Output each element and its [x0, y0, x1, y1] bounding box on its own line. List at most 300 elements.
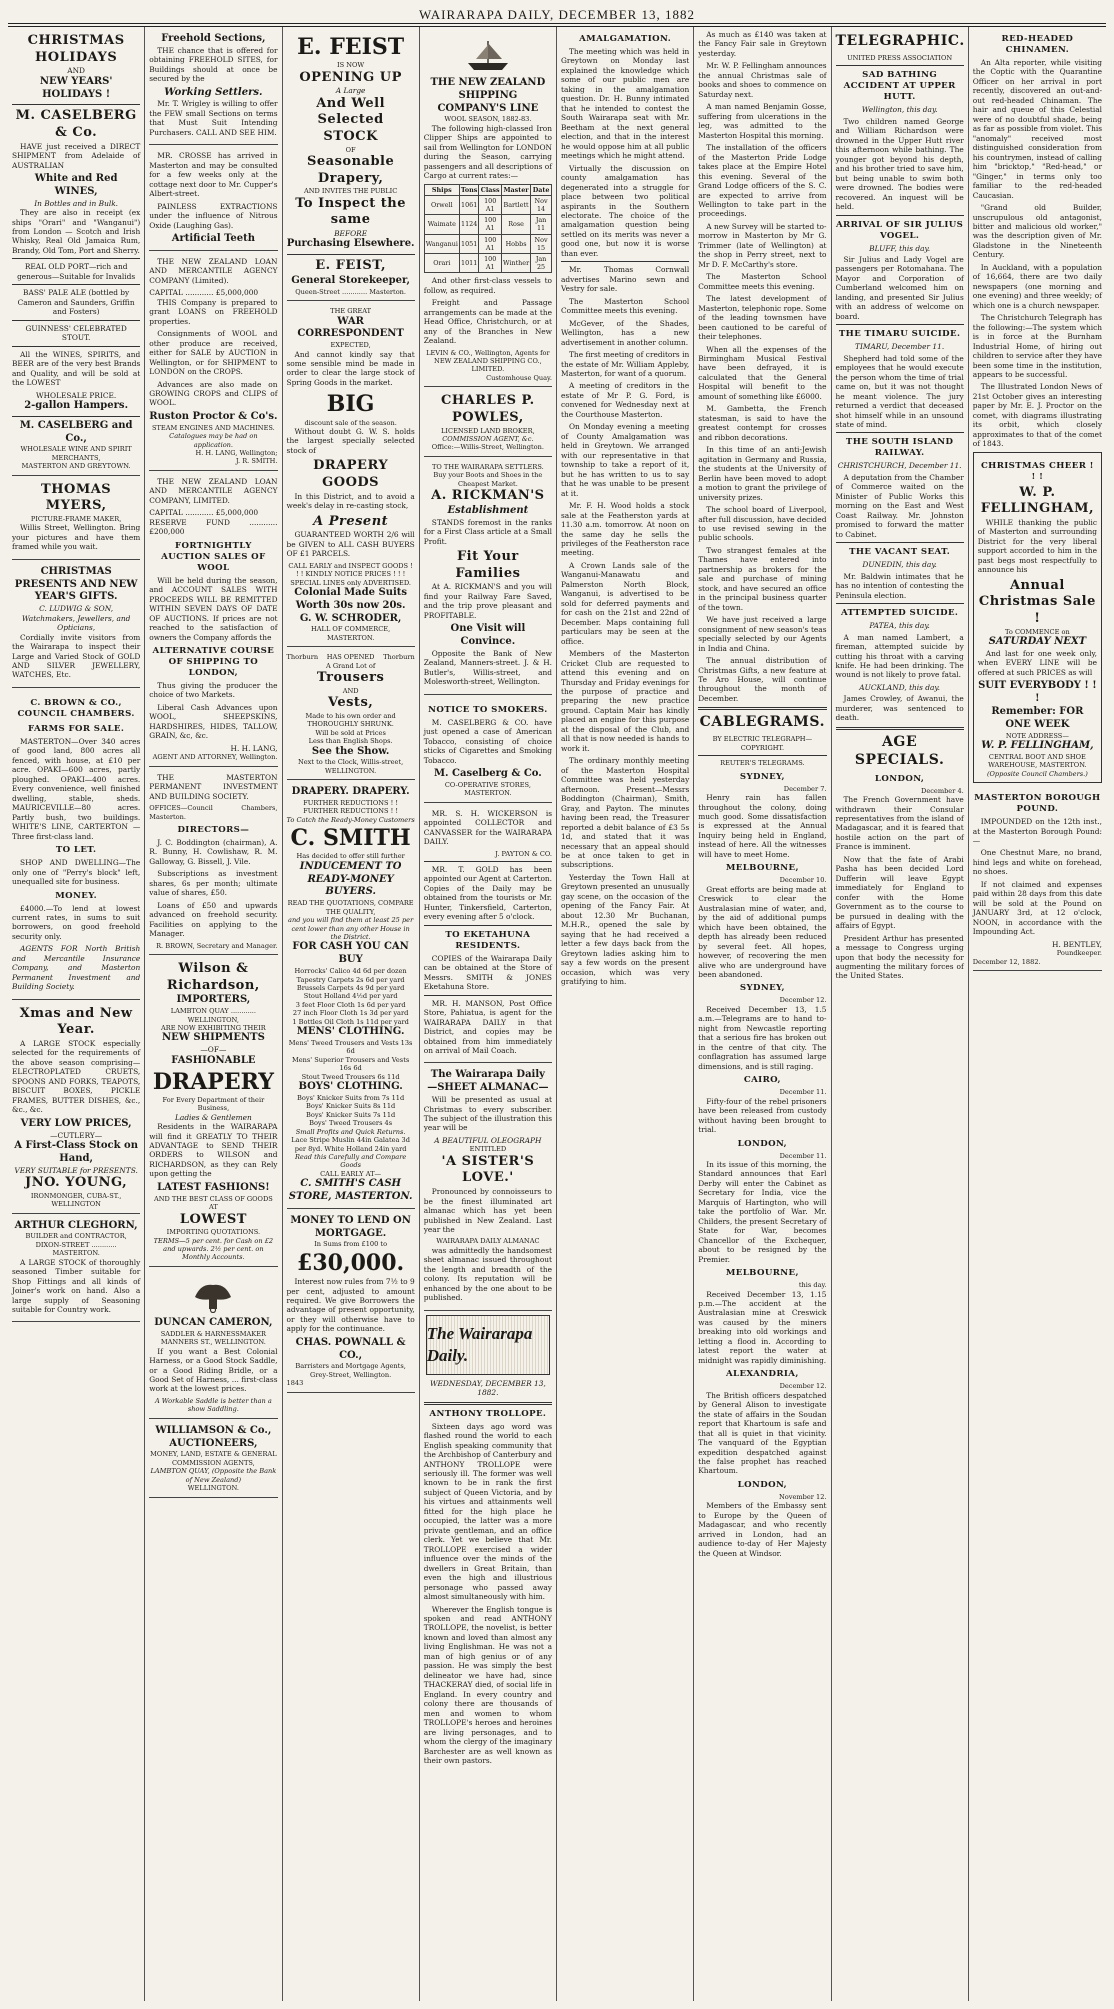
chestnut: One Chestnut Mare, no brand, hind legs and white on forehead, no shoes. [972, 848, 1102, 877]
grey: Yesterday the Town Hall at Greytown presented an unusually gay scene, on the occasion of the opening of the Fancy Fair. At about 12.30 Mr Buchanan, M.H.R., opened the sale by saying that he had received a letter a few days back from the Greytown ladies asking him to say a few words on the present occasion, which was very gratifying to him. [561, 872, 690, 987]
timber: A LARGE STOCK of thoroughly seasoned Timber suitable for Shop Fittings and all kinds of Joiner's work on hand. Also a large supply of Seasoning suitable for Country work. [12, 1257, 141, 1314]
myers-body: Willis Street, Wellington. Bring your pictures and have them framed while you wait. [12, 523, 141, 552]
mcgever: McGever, of the Shades, Wellington, has a new advertisement in another column. [561, 318, 690, 347]
brussels: Brussels Carpets 4s 9d per yard [296, 983, 405, 992]
of: —OF— [200, 1045, 227, 1055]
fit: Fit Your Families [455, 549, 521, 581]
cricket: Members of the Masterton Cricket Club are requested to attend this evening and on Thursday and Friday evenings for the purpose of practice and preparing the new practice ground. Captain Mair has kindly placed an engine for this purpose at the disposal of the Club, and all that is now needed is hands to work it. [561, 649, 690, 753]
dec10: December 10. [779, 876, 827, 885]
strangest: Two strangest females at the Thames have entered into partnership as brokers for the sale and purchase of mining stock, and have secured an office in the principal business quarter of the town. [698, 545, 827, 612]
wilson-ad [149, 958, 277, 1267]
age-body: The French Government have withdrawn their Consular representatives from the island of Madagascar, and it is feared that hostile action on the part of France is imminent. [835, 795, 964, 852]
permanent-title: THE MASTERTON PERMANENT INVESTMENT AND BUILDING SOCIETY. [149, 772, 278, 801]
almanac-body: Will be presented as usual at Christmas to every subscriber. The subject of the illustration this year will be [423, 1095, 552, 1133]
gambetta: M. Gambetta, the French statesman, is said to have the greatest contempt for crosses and ribbon decorations. [698, 404, 827, 442]
now: ARE NOW EXHIBITING THEIR [161, 1024, 266, 1033]
amalgamation-heading: AMALGAMATION. [579, 34, 672, 44]
money-lend-ad [287, 1212, 415, 1393]
ad-number: 1843 [286, 1379, 304, 1388]
williamson: WILLIAMSON & Co., AUCTIONEERS, [155, 1424, 272, 1449]
boys1: Boys' Knicker Suits from 7s 11d [297, 1093, 405, 1102]
big: BIG [326, 391, 375, 418]
customs: Customhouse Quay. [486, 373, 552, 382]
compare: Read this Carefully and Compare Goods [294, 1152, 407, 1170]
brown: R. BROWN, Secretary and Manager. [156, 941, 278, 950]
notices [424, 806, 552, 1064]
column-1 [8, 27, 145, 2001]
table-cell: 1124 [459, 215, 479, 234]
telegraph-note: The latest development of Masterton, telephonic rope. Some of the leading townsmen have been cautioned to be careful of their telephones. [698, 294, 827, 342]
copies: COPIES of the Wairarapa Daily can be obtained at the Store of Messrs. SMITH & JONES Eketahuna Store. [423, 953, 552, 992]
fell2: W. P. FELLINGHAM, [981, 739, 1094, 751]
table-cell: 100 A1 [479, 215, 502, 234]
freehold-body: THE chance that is offered for obtaining FREEHOLD SITES, for Buildings should at once be secured by the [149, 45, 278, 84]
feist-ad [287, 30, 415, 301]
wairarapa-daily: WAIRARAPA DAILY ALMANAC [436, 1237, 540, 1246]
electric: BY ELECTRIC TELEGRAPH—COPYRIGHT. [712, 735, 813, 752]
table-cell: Winther [501, 253, 530, 272]
cutlery: —CUTLERY— [50, 1130, 103, 1140]
impounded: IMPOUNDED on the 12th inst., at the Masterton Borough Pound:— [972, 817, 1102, 845]
age-body3: President Arthur has presented a message to Congress urging upon that body the necessity for augmenting the military forces of the United States. [835, 933, 964, 981]
railway-heading: THE SOUTH ISLAND RAILWAY. [845, 437, 954, 459]
ludwig-body: Cordially invite visitors from the Wairarapa to inspect their Large and Varied Stock of GOLD AND SILVER JEWELLERY, WATCHES, Etc. [12, 632, 141, 680]
present: A Present [313, 513, 389, 529]
dunedin-dateline: DUNEDIN, this day. [862, 560, 937, 570]
amalg-body2: Virtually the discussion on county amalgamation has degenerated into a struggle for place between two political aspirants in the Southern electorate. The choice of the amalgamation question being settled on its merits was never a good one, but now it is worse than ever. [561, 163, 690, 258]
ready: READY-MONEY BUYERS. [307, 873, 394, 898]
cash-store: C. SMITH'S CASH STORE, MASTERTON. [288, 1178, 413, 1203]
directors: DIRECTORS— [177, 825, 250, 835]
sydney: SYDNEY, [739, 771, 785, 782]
ship-icon [464, 37, 512, 73]
catalogues: Catalogues may be had on application. [169, 432, 258, 449]
loan2-ad [149, 474, 277, 767]
permanent-ad [149, 770, 277, 955]
rickman: A. RICKMAN'S [431, 488, 545, 504]
myers-sub: PICTURE-FRAME MAKER, [30, 514, 122, 523]
opposite: Opposite the Bank of New Zealand, Manners-street. J. & H. Butler's, Willis-street, and Molesworth-street, Wellington. [423, 648, 552, 687]
presents-ad [12, 563, 140, 688]
tregay: Mr. T. Wrigley is willing to offer the FEW small Sections on terms that Must Suit Intending Purchasers. CALL AND SEE HIM. [149, 99, 278, 137]
commission: COMMISSION AGENT, &c. [442, 435, 534, 444]
paid: and you will find them at least 25 per cent lower than any other House in the District. [288, 916, 414, 942]
table-cell: Rose [501, 215, 530, 234]
trollope-body2: Wherever the English tongue is spoken and read ANTHONY TROLLOPE, the novelist, is better known and loved than almost any living Englishman. He was not a man of high genius or of any passion. He was simply the best delineator we have had, since THACKERAY died, of social life in England. In every country and colony there are thousands of men and women to whom TROLLOPE's heroes and heroines are living personages, and to whom the clergy of the imaginary Barchester are as well known as their own pastors. [423, 1604, 552, 1766]
lang2: H. H. LANG, [230, 743, 278, 753]
drapery-goods: DRAPERY GOODS [313, 458, 389, 491]
request: Residents in the WAIRARAPA will find it GREATLY TO THEIR ADVANTAGE to SEND THEIR ORDERS to WILSON and RICHARDSON, as they can Rely upon getting the [149, 1122, 278, 1179]
purchasing: Purchasing Elsewhere. [286, 238, 415, 250]
age-dec4: December 4. [921, 786, 964, 795]
wilson-title: Wilson & Richardson, [166, 961, 260, 993]
table-cell: 100 A1 [479, 195, 502, 214]
see-show: See the Show. [311, 745, 390, 757]
inducement: INDUCEMENT TO [299, 860, 402, 872]
specialty: A Workable Saddle is better than a show Saddling. [154, 1396, 272, 1414]
interest: Interest now rules from 7½ to 9 per cent, adjusted to amount required. We give Borrowers the advantage of present opportunity, or they will otherwise have to apply for the continuance. [286, 1277, 415, 1334]
cameron-ad [149, 1270, 277, 1419]
masthead: WAIRARAPA DAILY, DECEMBER 13, 1882 [8, 6, 1106, 24]
freights: Thus giving the producer the choice of two Markets. [149, 681, 278, 700]
paper-date: WEDNESDAY, DECEMBER 13, 1882. [429, 1378, 546, 1398]
builder: BUILDER and CONTRACTOR, [25, 1232, 127, 1241]
shipping-title: THE NEW ZEALAND SHIPPING COMPANY'S LINE [430, 77, 546, 114]
dixon: DIXON-STREET ............ MASTERTON. [35, 1240, 117, 1258]
without: Without doubt G. W. S. holds the largest specially selected stock of [286, 427, 415, 455]
auckland-body: James Crowley, of Awanui, the murderer, was sentenced to death. [835, 694, 964, 723]
sydney2-body: Received December 13, 1.5 a.m.—Telegrams are to hand to-night from Newcastle reporting that a serious fire has broken out in the centre of that city. The conflagration has assumed large dimensions, and is still raging. [698, 1004, 827, 1071]
meeting: The first meeting of creditors in the estate of Mr. William Appleby, Masterton, for want of a quorum. [561, 350, 690, 378]
auckland-dateline: AUCKLAND, this day. [859, 682, 940, 692]
pound-ad [973, 786, 1102, 971]
reuters: REUTER'S TELEGRAMS. [720, 759, 805, 768]
melbourne2: MELBOURNE, [725, 1268, 799, 1279]
table-cell: Jan 25 [531, 253, 552, 272]
vacancies: The Masterton School Committee meets this evening. [698, 272, 827, 291]
christchurch-dateline: CHRISTCHURCH, December 11. [837, 461, 962, 471]
alexandria: ALEXANDRIA, [725, 1369, 799, 1380]
calico: Horrocks' Calico 4d 6d per dozen [294, 967, 407, 976]
agents: AGENTS FOR North British and Mercantile Insurance Company, and Masterton Permanent Investment and Building Society. [12, 944, 141, 992]
ship-illustration [424, 37, 552, 73]
notice-smokers: NOTICE TO SMOKERS. [428, 704, 548, 715]
inspect: To Inspect the same [295, 195, 406, 228]
crosse-ad [149, 148, 277, 251]
suicide-body: A man named Lambert, a fireman, attempted suicide by cutting his throat with a carving knife. He had been drinking. The wound is not likely to prove fatal. [835, 632, 964, 680]
cameron-body: If you want a Best Colonial Harness, or a Good Stock Saddle, or a Good Riding Bridle, or a Good Set of Harness, ... first-class work at the lowest prices. [149, 1346, 278, 1394]
column-8 [969, 27, 1106, 2001]
boys2: Boys' Knicker Suits 8s 11d [306, 1102, 396, 1111]
directors-body: J. C. Boddington (chairman), A. R. Bunny, H. Cowlishaw, R. M. Galloway, G. Bissell, J. Vile. [149, 838, 278, 866]
new-shipments: NEW SHIPMENTS [161, 1032, 265, 1044]
timaru-heading: THE TIMARU SUICIDE. [838, 329, 961, 340]
annual-note: The annual distribution of Christmas Gifts, a new feature at Te Aro House, will continue throughout the month of December. [698, 656, 827, 703]
further: FURTHER REDUCTIONS ! ! [303, 798, 399, 807]
bombay: When all the expenses of the Birmingham Musical Festival have been defrayed, it is calculated that the General Hospital will benefit to the amount of something like £6000. [698, 344, 827, 401]
sad-body: Two children named George and William Richardson were drowned in the Upper Hutt river this afternoon while bathing. The younger got beyond his depth, and his brother tried to save him, but being unable to swim both were drowned. The bodies were recovered. An inquest will be held. [835, 116, 964, 212]
almanac-ad [424, 1066, 552, 1310]
saddle-icon [189, 1277, 237, 1313]
suicide-heading: ATTEMPTED SUICIDE. [840, 608, 959, 619]
ships-header-cell: Tons [460, 185, 478, 194]
consignments: Consignments of WOOL and other produce are received, either for SALE by AUCTION in Wellington, or for SHIPMENT to LONDON on the CROPS. [149, 329, 278, 377]
quotations: READ THE QUOTATIONS, COMPARE THE QUALITY, [287, 899, 414, 916]
general: General Storekeeper, [291, 274, 410, 286]
further2: FURTHER REDUCTIONS ! ! [303, 807, 399, 816]
every: For Every Department of their Business, [162, 1095, 265, 1113]
lambton2: LAMBTON QUAY, (Opposite the Bank of New Zealand) [150, 1467, 277, 1484]
ships-header-cell: Ships [424, 184, 459, 195]
money-title: MONEY. [55, 890, 98, 901]
age-specials-title: AGE SPECIALS. [854, 733, 945, 768]
liberal: Liberal Cash Advances upon WOOL, SHEEPSKINS, HARDSHIRES, HIDES, TALLOW, GRAIN, &c, &c. [149, 702, 278, 741]
london: LONDON, [737, 1138, 788, 1149]
sisters: 'A SISTER'S LOVE.' [441, 1153, 535, 1186]
fellingham-body: WHILE thanking the public of Masterton and surrounding District for the very liberal support accorded to him in the past begs most respectfully to announce his [977, 518, 1097, 575]
discount: discount sale of the season. [304, 418, 397, 427]
fellingham-ad [973, 452, 1102, 783]
london-body: In its issue of this morning, the Standard announces that Earl Derby will enter the Cabinet as Secretary for India, vice the Marquis of Hartington, who will take the portfolio of War. Mr. Childers, the present Secretary of State for War, becomes Chancellor of the Exchequer, about to be resigned by the Premier. [698, 1159, 827, 1264]
red-headed-heading: RED-HEADED CHINAMEN. [1001, 34, 1074, 55]
schroder: G. W. SCHRODER, [299, 612, 402, 624]
table-cell: 1061 [459, 195, 479, 214]
ironmonger: IRONMONGER, CUBA-ST., WELLINGTON [30, 1191, 122, 1209]
london2-body: Members of the Embassy sent to Europe by the Queen of Madagascar, and who recently arrived in London, had an audience to-day of Her Majesty the Queen at Windsor. [698, 1501, 827, 1558]
freehold-ad [149, 30, 277, 145]
other: And other first-class vessels to follow, as required. [423, 276, 552, 295]
ruston: Ruston Proctor & Co's. [149, 410, 278, 422]
tweed2: Mens' Superior Trousers and Vests 16s 6d [292, 1055, 410, 1073]
feist-title: E. FEIST [297, 34, 405, 60]
auckland-papers: In Auckland, with a population of 16,664, there are two daily newspapers (one morning and one evening) and three weekly; of which one is a church newspaper. [972, 262, 1102, 310]
table-cell: Nov 15 [531, 234, 552, 253]
patea-dateline: PATEA, this day. [869, 621, 930, 631]
fair-body: As much as £140 was taken at the Fancy Fair sale in Greytown yesterday. [698, 30, 827, 58]
payton: J. PAYTON & CO. [495, 849, 552, 858]
freight: Freight and Passage arrangements can be made at the Head Office, Christchurch, or at any of the Branches in New Zealand. [423, 298, 552, 346]
establishment: Establishment [447, 504, 529, 516]
farms-body: MASTERTON—Over 340 acres of good land, 800 acres all fenced, with house, at £10 per acre. OPAKI—600 acres, partly ploughed. OPAKI—400 acres. Every convenience, well finished dwelling, stable, sheds. MAURICEVILLE—80 acres. Partly bush, two buildings. WHITE'S LINE, CARTERTON — Three first-class land. [12, 736, 141, 841]
amalg-body1: The meeting which was held in Greytown on Monday last explained the knowledge which some of our public men are taking in the amalgamation question. Dr. H. Bunny intimated that he intended to contest the South Wairarapa seat with Mr. Beetham at the next general election, and that in the interest he would oppose him at all public meetings which he might attend. [561, 47, 690, 161]
dec12: December 12. [779, 996, 827, 1005]
wholesale: WHOLESALE PRICE. [35, 390, 117, 400]
pownall-body: Barristers and Mortgage Agents, Grey-Street, Wellington. [295, 1362, 406, 1379]
smith: C. SMITH [290, 825, 411, 852]
stands: STANDS foremost in the ranks for a First Class article at a Small Profit. [423, 517, 552, 546]
ladies: Ladies & Gentlemen [175, 1112, 252, 1122]
thorburn-row [287, 653, 415, 661]
myers-title: THOMAS MYERS, [41, 481, 112, 514]
lodge: The installation of the officers of the Masterton Pride Lodge takes place at the Empire Hotel this evening. Several of the Grand Lodge officers of the S. C. are expected to arrive from Wellington to take part in the proceedings. [698, 143, 827, 219]
school: The Masterton School Committee meets this evening. [561, 296, 690, 316]
brown-ad [12, 691, 140, 1000]
fit-body: At A. RICKMAN'S and you will find your Railway Fare Saved, and the trip prove pleasant and PROFITABLE. [423, 582, 552, 620]
borough: MASTERTON BOROUGH POUND. [974, 793, 1101, 815]
table-cell: Orari [424, 253, 459, 272]
importers: IMPORTERS, [176, 994, 251, 1006]
table-cell: 1011 [459, 253, 479, 272]
oleograph: A BEAUTIFUL OLEOGRAPH [434, 1135, 542, 1145]
town: MASTERTON AND GREYTOWN. [21, 462, 131, 471]
cairo-body: Fifty-four of the rebel prisoners have been released from custody without having been brought to trial. [698, 1096, 827, 1135]
cornwall: Mr. Thomas Cornwall advertises Marino sewn and Vestry for sale. [561, 265, 690, 294]
creditors: A meeting of creditors in the estate of Mr P. G. Ford, is convened for Wednesday next at the Courthouse Masterton. [561, 381, 690, 419]
fellingham-title: W. P. FELLINGHAM, [980, 484, 1095, 517]
table-cell: Waimate [424, 215, 459, 234]
chestnut-body: If not claimed and expenses paid within 28 days from this date will be sold at the Pound on JANUARY 3rd, at 12 o'clock, NOON, in accordance with the Impounding Act. [972, 879, 1102, 937]
christchurch-telegraph: The Christchurch Telegraph has the following:—The system which is in force at the Burnham Industrial Home, of hiring out children to service after they have been some time in the institution, appears to be successful. [972, 313, 1102, 379]
sad-heading: SAD BATHING ACCIDENT AT UPPER HUTT. [843, 70, 956, 103]
powles-ad [424, 390, 552, 457]
rickman-ad [424, 460, 552, 695]
capital2: CAPITAL ............ £5,000,000 [149, 508, 259, 518]
prepared: THIS Company is prepared to grant LOANS on FREEHOLD properties. [149, 297, 278, 326]
wholesale2: WHOLESALE WINE AND SPIRIT MERCHANTS, [20, 445, 132, 462]
present-body: GUARANTEED WORTH 2/6 will be GIVEN to ALL CASH BUYERS OF £1 PARCELS. [286, 530, 415, 559]
best: AND THE BEST CLASS OF GOODS AT [153, 1194, 273, 1212]
column-2 [145, 27, 282, 2001]
columns [8, 26, 1106, 2001]
working: Working Settlers. [164, 86, 263, 98]
dec11b: December 11. [779, 1151, 827, 1160]
opening: OPENING UP [299, 69, 402, 85]
before: BEFORE [334, 228, 368, 238]
county: On Monday evening a meeting of County Amalgamation was held in Greytown. We arranged with our representative in that township to take a report of it, but he has written to us to say that he was unable to be present at it. [561, 422, 690, 498]
williamson-body: MONEY, LAND, ESTATE & GENERAL COMMISSION AGENTS, [150, 1450, 277, 1467]
invites: AND INVITES THE PUBLIC [303, 187, 398, 196]
column-4 [420, 27, 557, 2001]
floor2: 27 inch Floor Cloth 1s 3d per yard [292, 1009, 409, 1018]
first-class: A First-Class Stock on Hand, [14, 1139, 138, 1164]
subscriptions: Subscriptions as investment shares, 6s per month; ultimate value of shares, £50. [149, 869, 278, 898]
xmas-ad [12, 1003, 140, 1214]
presents-title: CHRISTMAS PRESENTS AND NEW YEAR'S GIFTS. [14, 565, 138, 603]
saddle-illustration [149, 1277, 277, 1313]
table-cell: Wanganui [424, 234, 459, 253]
almanac-title: The Wairarapa Daily [430, 1069, 545, 1081]
fashionable: FASHIONABLE [171, 1054, 256, 1066]
boys3: Boys' Knicker Suits 7s 11d [306, 1110, 396, 1119]
christmas-sub: NEW YEARS' HOLIDAYS ! [39, 75, 113, 100]
suitable: VERY SUITABLE for PRESENTS. [14, 1165, 138, 1175]
bluff-body: Sir Julius and Lady Vogel are passengers per Rotomahana. The Mayor and Corporation of Cumberland welcomed him on landing, and presented Sir Julius with an address of welcome on board. [835, 254, 964, 321]
a-large: A Large [335, 86, 366, 96]
suit: SUIT EVERYBODY ! ! ! [978, 680, 1097, 705]
sydney2: SYDNEY, [739, 983, 785, 994]
antisemitic: In this time of an anti-Jewish agitation in Germany and Russia, the students at the University of Berlin have been moved to adopt a motion to grant the privilege of university prizes. [698, 445, 827, 502]
shipping-body: The following high-classed Iron Clipper Ships are appointed to sail from Wellington for LONDON during the Season, carrying passengers and all descriptions of Cargo at current rates:— [423, 123, 552, 181]
freehold-title: Freehold Sections, [161, 33, 266, 44]
smokers-ad [424, 698, 552, 803]
trousers: Trousers [316, 670, 385, 686]
column-7 [832, 27, 969, 2001]
and: AND [342, 686, 359, 695]
vogel-heading: ARRIVAL OF SIR JULIUS VOGEL. [835, 219, 964, 241]
christmas-and: AND [67, 66, 85, 76]
myers-ad [12, 479, 140, 560]
made: Made to his own order and THOROUGHLY SHRUNK. [305, 711, 396, 729]
cash: FOR CASH YOU CAN BUY [292, 941, 409, 966]
gosse: A man named Benjamin Gosse, suffering from ulcerations in the leg, was admitted to the Masterton Hospital this morning. [698, 102, 827, 140]
dec7: December 7. [783, 784, 827, 793]
christmas-cheer: CHRISTMAS CHEER ! ! ! [980, 460, 1094, 482]
trollope-heading: ANTHONY TROLLOPE. [429, 1408, 547, 1419]
tweed: Mens' Tweed Trousers and Vests 13s 6d [288, 1038, 413, 1056]
pownall: CHAS. POWNALL & CO., [295, 1336, 406, 1361]
table-row [424, 234, 551, 253]
table-cell: Nov 14 [531, 195, 552, 214]
ships-header-row [424, 184, 551, 195]
crosse-title: MR. CROSSE has arrived in Masterton and may be consulted for a few weeks only at the cottage next door to Mr. Cupper's Albert-street. [149, 151, 278, 199]
smith-ad [287, 783, 415, 1209]
bluff-dateline: BLUFF, this day. [869, 243, 931, 253]
hall: HALL OF COMMERCE, MASTERTON. [311, 625, 391, 642]
loan-ad [149, 254, 277, 471]
one-visit: One Visit will Convince. [450, 623, 526, 647]
spirits: All the WINES, SPIRITS, and BEER are of the very best Brands and Quality, and will be sold at the LOWEST [12, 349, 141, 388]
teeth: Artificial Teeth [171, 233, 256, 245]
table-cell: Hobbs [501, 234, 530, 253]
bass-title: BASS' PALE ALE (bottled by Cameron and Saunders, Griffin and Fosters) [17, 288, 135, 317]
table-row [424, 215, 551, 234]
lambton: LAMBTON QUAY ............ WELLINGTON, [170, 1007, 256, 1024]
coop-stores: CO-OPERATIVE STORES, MASTERTON. [444, 780, 531, 798]
newspaper-logo: The Wairarapa Daily. [426, 1315, 550, 1375]
shipping-ad [424, 30, 552, 387]
in-sums: In Sums from £100 to [314, 1240, 388, 1249]
eketahuna: TO EKETAHUNA RESIDENTS. [445, 929, 531, 951]
reserve: RESERVE FUND ............ £200,000 [149, 517, 278, 537]
farms-title: FARMS FOR SALE. [27, 723, 125, 734]
table-cell: Bartlett [501, 195, 530, 214]
war: WAR CORRESPONDENT [297, 315, 404, 340]
this-day: this day. [798, 1281, 827, 1290]
entitled: ENTITLED [469, 1145, 507, 1154]
present-note: We have just received a large consignment of new season's teas specially selected by our Agents in India and China. [698, 615, 827, 653]
guinness: GUINNESS' CELEBRATED STOUT. [25, 323, 127, 343]
caselberg-text: HAVE just received a DIRECT SHIPMENT from Adelaide of AUSTRALIAN [12, 141, 141, 170]
sold: Will be sold at Prices [315, 728, 386, 737]
let-body: SHOP AND DWELLING—The only one of "Perry's block" left, unequalled site for business. [12, 858, 141, 887]
importing: IMPORTING QUOTATIONS. [166, 1228, 261, 1237]
ships-header-cell: Class [480, 185, 500, 194]
table-cell: Orwell [424, 195, 459, 214]
is-now: IS NOW [337, 61, 365, 70]
survey: A new Survey will be started to-morrow in Masterton by Mr G. Trimmer (late of Wellington) at the shop in Perry street, next to Mr D. F. McCarthy's store. [698, 221, 827, 269]
special-lines: SPECIAL LINES only ADVERTISED. [290, 578, 412, 587]
loans: Loans of £50 and upwards advanced on freehold security. Facilities on applying to the Manager. [149, 900, 278, 939]
drapery: DRAPERY [152, 1068, 274, 1095]
dec-date: December 12, 1882. [972, 957, 1041, 966]
offices: OFFICES—Council Chambers, Masterton. [149, 804, 278, 821]
terms: TERMS—5 per cent. for Cash on £2 and upwards. 2½ per cent. on Monthly Accounts. [153, 1236, 274, 1262]
annual-sale: Annual Christmas Sale ! [978, 577, 1096, 627]
xmas-body: A LARGE STOCK especially selected for the requirements of the above season comprising— ELECTROPLATED CRUETS, SPOONS AND FORKS, TEAPOTS, BISCUIT BOXES, PICKLE FRAMES, BUTTER DISHES, &c., &c., &c. [12, 1038, 141, 1115]
saturday-body: And last for one week only, when EVERY LINE will be offered at such PRICES as will [977, 648, 1097, 677]
sheet: —SHEET ALMANAC— [427, 1082, 549, 1094]
fortnightly-body: Will be held during the season, and ACCOUNT SALES WITH PROCEEDS WILL BE REMITTED WITHIN SEVEN DAYS OF DATE OF AUCTIONS. If prices are not reached to the satisfaction of owners the Company affords the [149, 575, 278, 642]
seasonable: Seasonable Drapery, [307, 154, 395, 186]
wairarapa-body: was admittedly the handsomest sheet almanac issued throughout the length and breadth of the colony. Its reputation will be enhanced by the one about to be published. [423, 1245, 552, 1303]
xmas-title: Xmas and New Year. [19, 1005, 133, 1038]
season: WOOL SEASON, 1882-83. [444, 115, 532, 124]
saddler: SADDLER & HARNESSMAKER [160, 1329, 266, 1338]
war-ad [287, 304, 415, 647]
table-row [424, 195, 551, 214]
gladstone: "Grand old Builder, unscrupulous old antagonist, bitter and malicious old worker," was the description given of Mr. Gladstone in the Nineteenth Century. [972, 203, 1102, 260]
caselberg-title: M. CASELBERG & Co. [15, 108, 137, 140]
wines-sub: In Bottles and in Bulk. [34, 198, 119, 208]
telegraphic-title: TELEGRAPHIC. [835, 33, 965, 49]
feist2: E. FEIST, [315, 258, 387, 274]
money-body: £4000.—To lend at lowest current rates, in sums to suit borrowers, on good freehold security only. [12, 903, 141, 941]
illustrated: The Illustrated London News of 21st October gives an interesting paper by Mr. E. J. Proctor on the comet, with diagrams illustrating its orbit, which closely approximates to that of the comet of 1843. [972, 382, 1102, 449]
wines-body: They are also in receipt (ex ships "Orari" and "Wanganui") from London — Scotch and Irish Whisky, Real Old Jamaica Rum, Brandy, Old Tom, Port and Sherry. [12, 208, 141, 255]
riddiford: J. R. SMITH. [235, 457, 278, 466]
powles-title: CHARLES P. POWLES, [441, 393, 535, 425]
column-5 [557, 27, 694, 2001]
call: CALL EARLY and INSPECT GOODS ! ! ! KINDLY NOTICE PRICES ! ! ! [288, 561, 413, 579]
alex-body: The British officers despatched by General Alison to investigate the state of affairs in the Soudan report that Khartoum is safe and that all is quiet in that vicinity. The vanquard of the Egyptian expedition despatched against the false prophet has reached Khartoum. [698, 1390, 827, 1476]
boys: BOYS' CLOTHING. [298, 1081, 403, 1093]
railway-body: A deputation from the Chamber of Commerce waited on the Minister of Public Works this morning on the East and West Coast Railway. Mr. Johnston promised to forward the matter to Cabinet. [835, 472, 964, 539]
young: JNO. YOUNG, [25, 1175, 128, 1191]
call-early: CALL EARLY AT— [320, 1169, 382, 1178]
manson: MR. H. MANSON, Post Office Store, Pahiatua, is agent for the WAIRARAPA DAILY in that District, and copies may be obtained from him immediately on arrival of Mail Coach. [423, 998, 552, 1056]
capital: CAPITAL ............ £5,000,000 [149, 288, 259, 298]
thorburn-left: Thorburn [286, 653, 319, 662]
